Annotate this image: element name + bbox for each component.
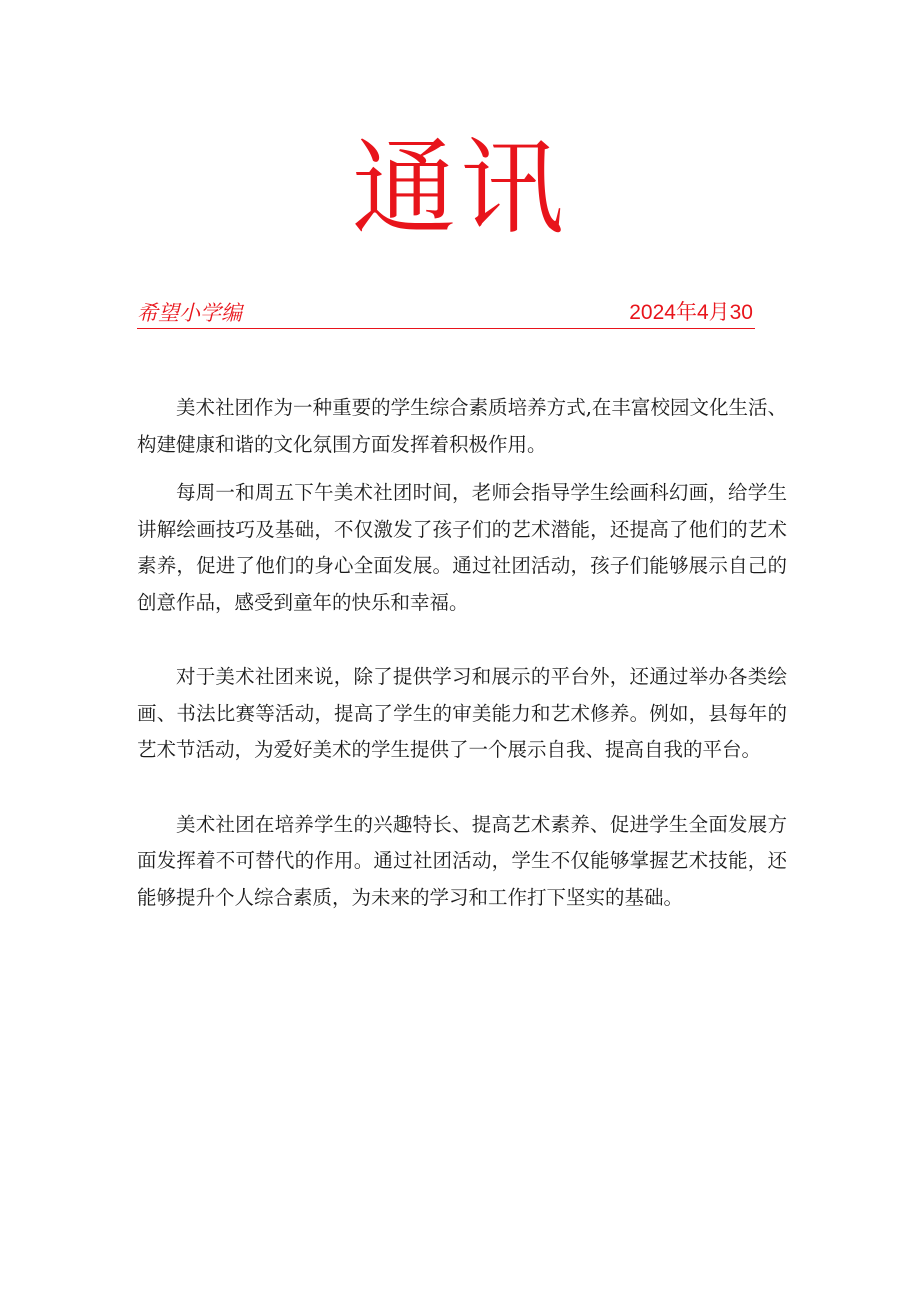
page-title: 通讯 xyxy=(351,127,568,249)
paragraph-2: 每周一和周五下午美术社团时间，老师会指导学生绘画科幻画，给学生讲解绘画技巧及基础，不仅激发了孩子们的艺术潜能，还提高了他们的艺术素养，促进了他们的身心全面发展。通过社团活动，孩子们能够展示自己的创意作品，感受到童年的快乐和幸福。 xyxy=(137,481,787,614)
paragraph-3: 对于美术社团来说，除了提供学习和展示的平台外，还通过举办各类绘画、书法比赛等活动，提高了学生的审美能力和艺术修养。例如，县每年的艺术节活动，为爱好美术的学生提供了一个展示自我、提高自我的平台。 xyxy=(137,665,787,761)
byline xyxy=(137,298,755,329)
publish-date: 2024年4月30 xyxy=(629,301,753,324)
paragraph-4: 美术社团在培养学生的兴趣特长、提高艺术素养、促进学生全面发展方面发挥着不可替代的作用。通过社团活动，学生不仅能够掌握艺术技能，还能够提升个人综合素质，为未来的学习和工作打下坚实的基础。 xyxy=(137,812,787,909)
article-body xyxy=(137,390,787,916)
editor-credit: 希望小学编 xyxy=(137,301,242,325)
paragraph-1: 美术社团作为一种重要的学生综合素质培养方式,在丰富校园文化生活、构建健康和谐的文化氛围方面发挥着积极作用。 xyxy=(137,396,787,456)
